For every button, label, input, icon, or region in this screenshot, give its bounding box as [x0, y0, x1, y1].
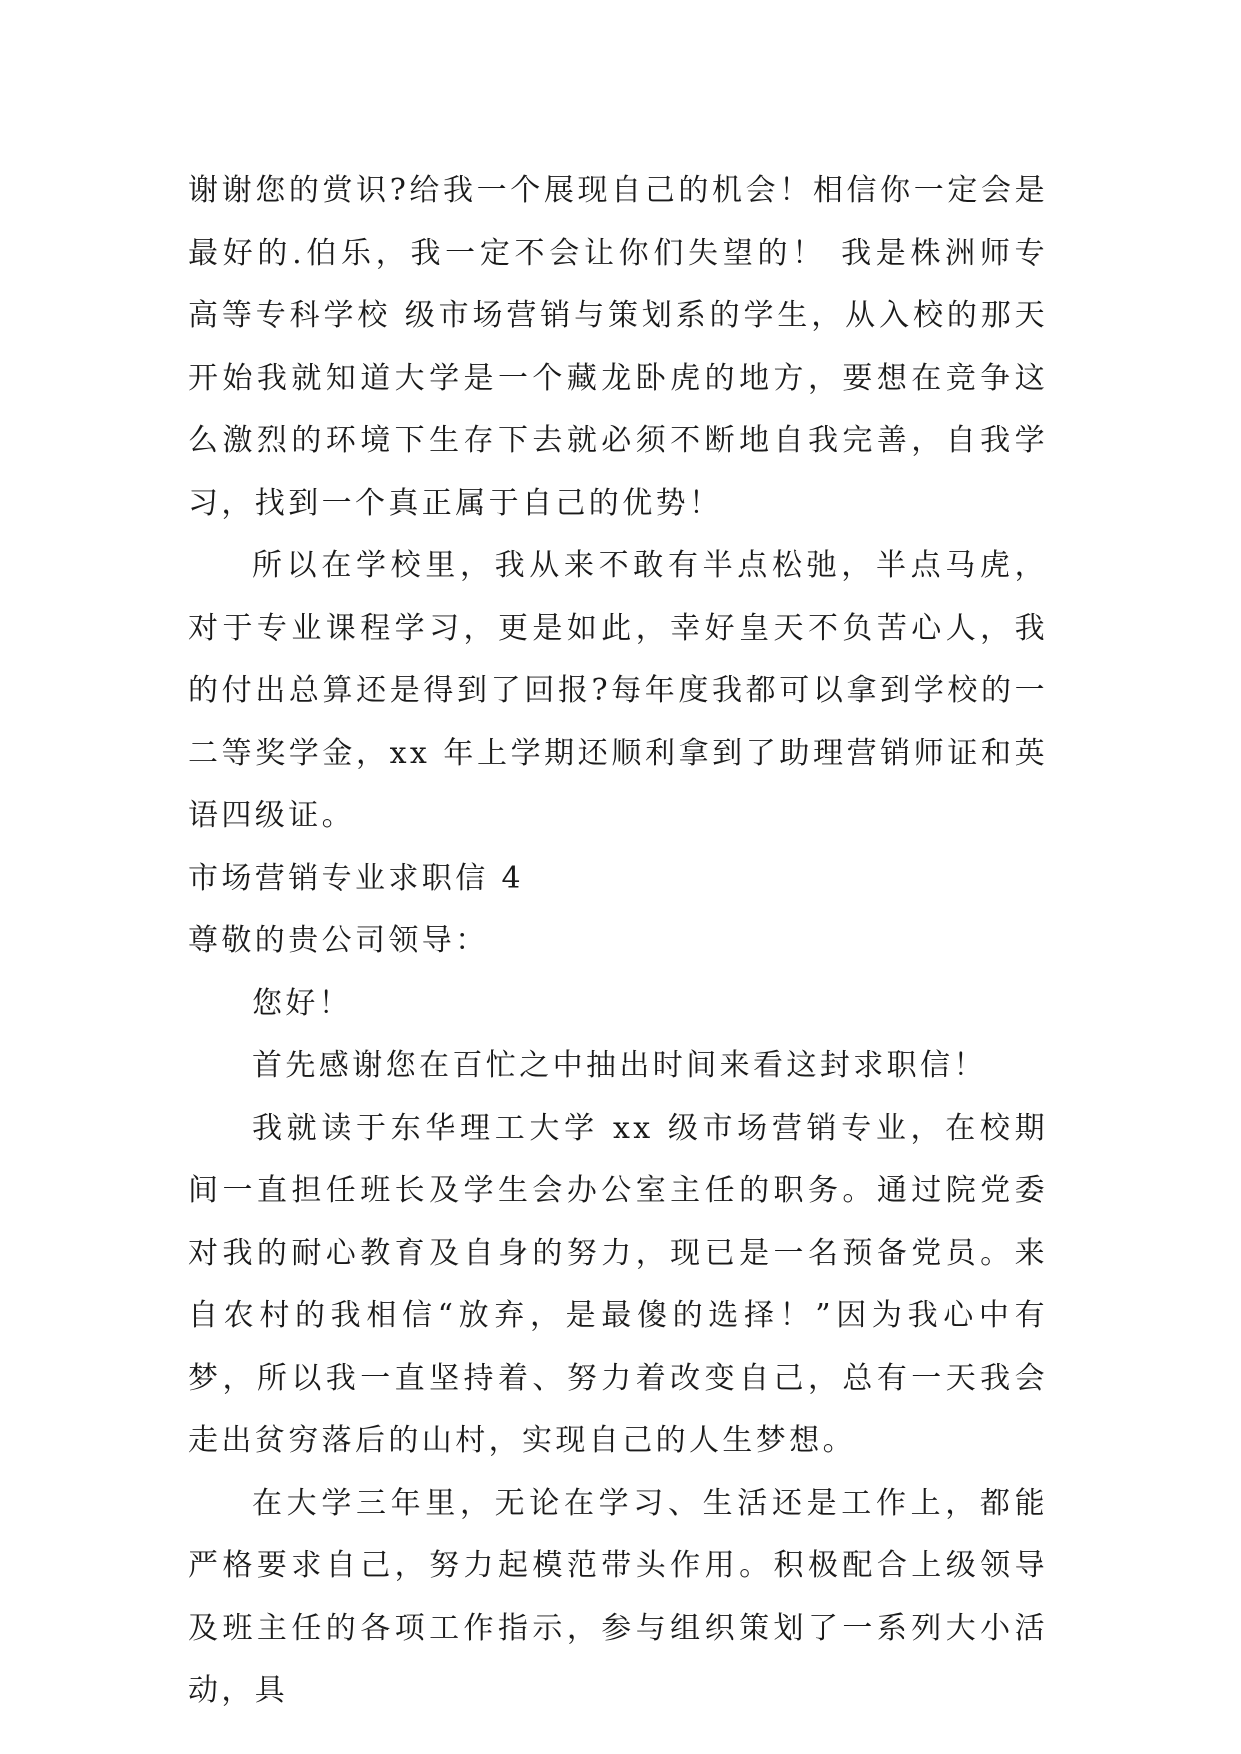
- greeting: 您好！: [252, 985, 353, 1021]
- document-body: [188, 160, 1048, 1723]
- paragraph-school-study: 所以在学校里，我从来不敢有半点松弛，半点马虎，对于专业课程学习，更是如此，幸好皇天不负苦心人，我的付出总算还是得到了回报?每年度我都可以拿到学校的一二等奖学金，xx 年上学期还顺利拿到了助理营销师证和英语四级证。: [188, 548, 1048, 833]
- paragraph-university-years: 在大学三年里，无论在学习、生活还是工作上，都能严格要求自己，努力起模范带头作用。积极配合上级领导及班主任的各项工作指示，参与组织策划了一系列大小活动，具: [188, 1485, 1048, 1708]
- paragraph-thanks: 首先感谢您在百忙之中抽出时间来看这封求职信！: [252, 1048, 987, 1083]
- paragraph-background: 我就读于东华理工大学 xx 级市场营销专业，在校期间一直担任班长及学生会办公室主任的职务。通过院党委对我的耐心教育及自身的努力，现已是一名预备党员。来自农村的我相信“放弃，是最傻的选择！”因为我心中有梦，所以我一直坚持着、努力着改变自己，总有一天我会走出贫穷落后的山村，实现自己的人生梦想。: [188, 1110, 1048, 1458]
- section-title: 市场营销专业求职信 4: [188, 860, 525, 896]
- paragraph-intro: 谢谢您的赏识?给我一个展现自己的机会！相信你一定会是最好的.伯乐，我一定不会让你们失望的！ 我是株洲师专高等专科学校 级市场营销与策划系的学生，从入校的那天开始我就知道大学是一个藏龙卧虎的地方，要想在竞争这么激烈的环境下生存下去就必须不断地自我完善，自我学习，找到一个真正属于自己的优势！: [188, 173, 1048, 521]
- salutation: 尊敬的贵公司领导：: [188, 923, 489, 958]
